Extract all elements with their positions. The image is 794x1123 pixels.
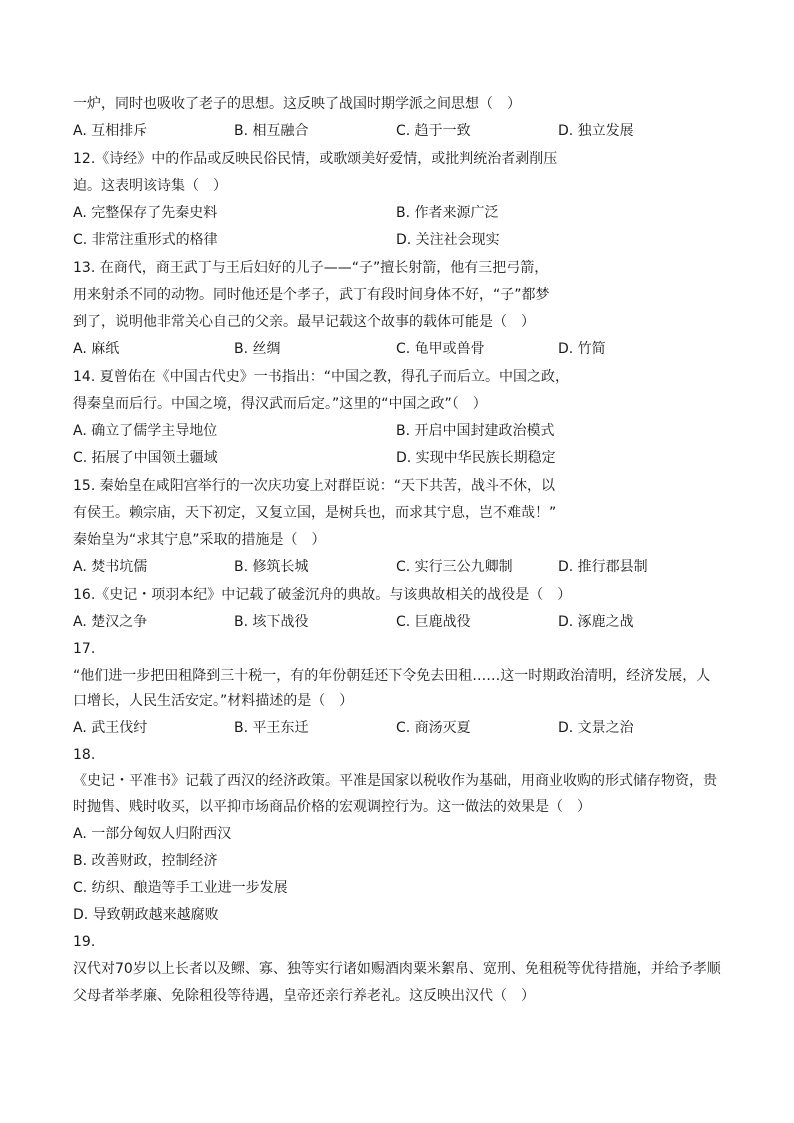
question-15-line-3: 秦始皇为“求其宁息”采取的措施是（ ）: [73, 532, 326, 548]
q14-option-d: D. 实现中华民族长期稳定: [396, 450, 556, 466]
q15-option-d: D. 推行郡县制: [558, 559, 648, 575]
q11-option-a: A. 互相排斥: [73, 123, 148, 139]
q17-option-b: B. 平王东迁: [234, 720, 309, 736]
question-11-text: 一炉，同时也吸收了老子的思想。这反映了战国时期学派之间思想（ ）: [73, 96, 521, 112]
q17-option-d: D. 文景之治: [558, 720, 634, 736]
q16-option-b: B. 垓下战役: [234, 614, 309, 630]
question-19-line-1: 汉代对70岁以上长者以及鳏、寡、独等实行诸如赐酒肉粟米絮帛、宽刑、免租税等优待措施，并给予孝顺: [73, 961, 721, 977]
q17-option-a: A. 武王伐纣: [73, 720, 148, 736]
q14-option-b: B. 开启中国封建政治模式: [396, 423, 555, 439]
question-18-number: 18.: [73, 747, 96, 763]
q15-option-c: C. 实行三公九卿制: [396, 559, 513, 575]
q14-option-c: C. 拓展了中国领土疆域: [73, 450, 218, 466]
q18-option-d: D. 导致朝政越来越腐败: [73, 907, 219, 923]
q13-option-d: D. 竹简: [558, 341, 606, 357]
q12-option-d: D. 关注社会现实: [396, 232, 500, 248]
q18-option-c: C. 纺织、酿造等手工业进一步发展: [73, 880, 288, 896]
question-17-number: 17.: [73, 641, 96, 657]
q18-option-b: B. 改善财政，控制经济: [73, 853, 218, 869]
q11-option-b: B. 相互融合: [234, 123, 309, 139]
question-18-line-2: 时抛售、贱时收买，以平抑市场商品价格的宏观调控行为。这一做法的效果是（ ）: [73, 799, 591, 815]
q16-option-a: A. 楚汉之争: [73, 614, 148, 630]
q13-option-a: A. 麻纸: [73, 341, 120, 357]
question-17-line-2: 口增长，人民生活安定。”材料描述的是（ ）: [73, 693, 354, 709]
q12-option-b: B. 作者来源广泛: [396, 205, 499, 221]
q13-option-b: B. 丝绸: [234, 341, 281, 357]
q16-option-d: D. 涿鹿之战: [558, 614, 634, 630]
question-14-line-2: 得秦皇而后行。中国之境，得汉武而后定。”这里的“中国之政”（ ）: [73, 396, 487, 412]
q12-option-a: A. 完整保存了先秦史料: [73, 205, 218, 221]
question-13-line-1: 13. 在商代，商王武丁与王后妇好的儿子——“子”擅长射箭，他有三把弓箭，: [73, 260, 549, 276]
question-13-line-3: 到了，说明他非常关心自己的父亲。最早记载这个故事的载体可能是（ ）: [73, 314, 535, 330]
q11-option-d: D. 独立发展: [558, 123, 634, 139]
question-17-line-1: “他们进一步把田租降到三十税一，有的年份朝廷还下令免去田租……这一时期政治清明，经济发展，人: [73, 668, 711, 684]
q12-option-c: C. 非常注重形式的格律: [73, 232, 218, 248]
question-14-line-1: 14. 夏曾佑在《中国古代史》一书指出：“中国之教，得孔子而后立。中国之政，: [73, 369, 569, 385]
question-13-line-2: 用来射杀不同的动物。同时他还是个孝子，武丁有段时间身体不好，“子”都梦: [73, 287, 550, 303]
question-19-number: 19.: [73, 934, 96, 950]
question-15-line-1: 15. 秦始皇在咸阳宫举行的一次庆功宴上对群臣说：“天下共苦，战斗不休，以: [73, 478, 555, 494]
question-16-line-1: 16.《史记・项羽本纪》中记载了破釜沉舟的典故。与该典故相关的战役是（ ）: [73, 587, 572, 603]
q16-option-c: C. 巨鹿战役: [396, 614, 471, 630]
question-12-line-2: 迫。这表明该诗集（ ）: [73, 178, 227, 194]
question-12-line-1: 12.《诗经》中的作品或反映民俗民情，或歌颂美好爱情，或批判统治者剥削压: [73, 151, 558, 167]
q18-option-a: A. 一部分匈奴人归附西汉: [73, 826, 232, 842]
q13-option-c: C. 龟甲或兽骨: [396, 341, 485, 357]
q17-option-c: C. 商汤灭夏: [396, 720, 471, 736]
q15-option-b: B. 修筑长城: [234, 559, 309, 575]
question-18-line-1: 《史记・平准书》记载了西汉的经济政策。平准是国家以税收作为基础，用商业收购的形式储存物资，贵: [73, 773, 717, 789]
q15-option-a: A. 焚书坑儒: [73, 559, 148, 575]
q14-option-a: A. 确立了儒学主导地位: [73, 423, 218, 439]
q11-option-c: C. 趋于一致: [396, 123, 471, 139]
question-19-line-2: 父母者举孝廉、免除租役等待遇，皇帝还亲行养老礼。这反映出汉代（ ）: [73, 988, 535, 1004]
question-15-line-2: 有侯王。赖宗庙，天下初定，又复立国，是树兵也，而求其宁息，岂不难哉！”: [73, 505, 557, 521]
